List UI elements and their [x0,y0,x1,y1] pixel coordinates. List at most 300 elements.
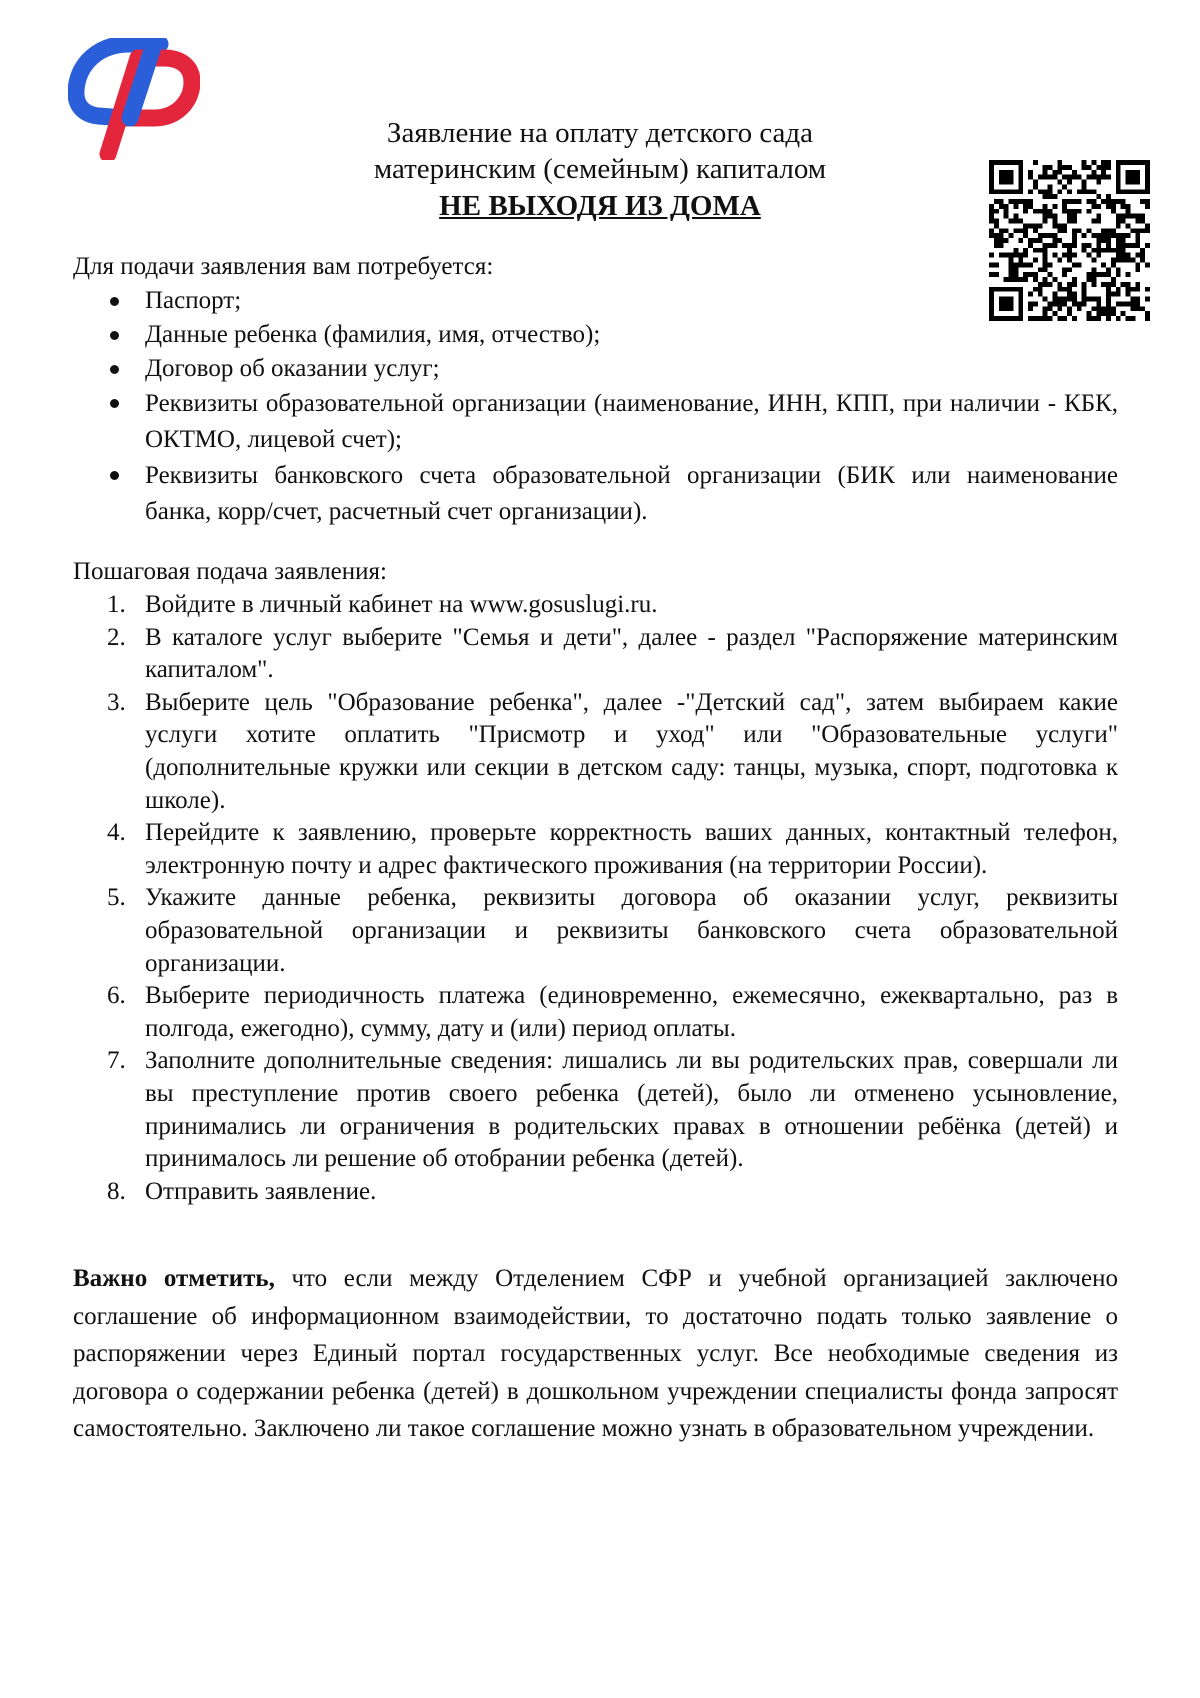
qr-module [1091,160,1096,165]
qr-module [1091,204,1096,209]
qr-module [1043,175,1048,180]
qr-module [1023,209,1028,214]
qr-module [1033,223,1038,228]
qr-module [1135,306,1140,311]
qr-module [1091,219,1096,224]
qr-module [1013,204,1018,209]
qr-module [1140,258,1145,263]
qr-module [1116,219,1121,224]
qr-module [989,233,994,238]
qr-module [1135,253,1140,258]
qr-module [1067,189,1072,194]
qr-module [1101,160,1106,165]
qr-module [1077,209,1082,214]
qr-module [1101,228,1106,233]
qr-module [1130,316,1135,321]
qr-module [1048,243,1053,248]
qr-module [994,238,999,243]
qr-module [1126,316,1131,321]
qr-module [1018,219,1023,224]
qr-module [1033,238,1038,243]
qr-module [1048,189,1053,194]
qr-module [999,204,1004,209]
step-item [73,1176,1118,1209]
qr-module [1052,214,1057,219]
step-text: Заполните дополнительные сведения: лишались ли вы родительских прав, совершали ли вы преступление против своего ребенка (детей), было ли отменено усыновление, принимались ли ограничения в родительских правах в отношении ребёнка (детей) и принималось ли решение об отобрании ребенка (детей). [145,1047,1118,1173]
qr-module [1126,301,1131,306]
qr-module [1062,204,1067,209]
qr-module [989,204,994,209]
qr-module [1121,253,1126,258]
qr-module [1009,199,1014,204]
qr-module [1018,228,1023,233]
qr-module [1004,204,1009,209]
qr-module [1082,189,1087,194]
qr-module [1052,238,1057,243]
qr-module [1135,297,1140,302]
qr-module [1140,228,1145,233]
qr-module [1004,228,1009,233]
qr-finder [989,160,994,194]
requirement-item: Паспорт; [73,284,1118,318]
step-text: Войдите в личный кабинет на www.gosuslugi.ru. [145,591,658,618]
qr-module [1052,219,1057,224]
step-item [73,589,1118,622]
qr-module [1130,258,1135,263]
qr-module [1052,175,1057,180]
qr-module [1116,233,1121,238]
step-item [73,1045,1118,1175]
qr-module [1126,253,1131,258]
step-item [73,817,1118,882]
qr-module [1028,175,1033,180]
qr-module [1106,160,1111,165]
qr-module [989,209,994,214]
qr-module [1106,199,1111,204]
qr-module [1043,219,1048,224]
qr-module [994,219,999,224]
qr-module [994,199,999,204]
qr-module [1023,223,1028,228]
qr-module [1106,194,1111,199]
qr-module [1077,228,1082,233]
qr-module [1082,184,1087,189]
qr-module [1052,223,1057,228]
qr-module [1009,233,1014,238]
qr-module [1009,219,1014,224]
qr-module [1057,238,1062,243]
qr-module [1121,204,1126,209]
qr-module [1126,204,1131,209]
qr-finder [1116,160,1121,194]
qr-module [1111,204,1116,209]
qr-module [1106,228,1111,233]
qr-module [1140,219,1145,224]
step-number: 2. [107,623,126,651]
step-item [73,882,1118,980]
qr-module [1096,204,1101,209]
qr-module [1126,287,1131,292]
qr-module [1043,170,1048,175]
qr-module [1082,180,1087,185]
qr-module [1096,243,1101,248]
qr-module [1096,165,1101,170]
qr-module [1096,194,1101,199]
qr-module [1116,238,1121,243]
qr-module [1087,243,1092,248]
qr-finder [989,189,1023,194]
qr-module [1072,214,1077,219]
qr-module [1087,165,1092,170]
step-text: Выберите цель "Образование ребенка", далее -"Детский сад", затем выбираем какие услуги хотите оплатить "Присмотр и уход" или "Образовательные услуги" (дополнительные кружки или секции в детском саду: танцы, музыка, спорт, подготовка к школе). [145,688,1118,814]
title-line-1: Заявление на оплату детского сада [386,117,814,149]
qr-module [1096,219,1101,224]
qr-module [1043,243,1048,248]
qr-module [1140,248,1145,253]
qr-module [1106,204,1111,209]
qr-module [1145,262,1150,267]
qr-module [1116,199,1121,204]
qr-module [1038,175,1043,180]
qr-module [1072,170,1077,175]
qr-module [1062,223,1067,228]
qr-module [989,214,994,219]
qr-module [1091,189,1096,194]
step-text: Выберите периодичность платежа (единовременно, ежемесячно, ежеквартально, раз в полгода, ежегодно), сумму, дату и (или) период оплаты. [145,982,1118,1042]
qr-module [1082,160,1087,165]
qr-module [1043,209,1048,214]
qr-module [1096,238,1101,243]
requirement-item: Реквизиты банковского счета образовательной организации (БИК или наименование банка, корр/счет, расчетный счет организации). [73,458,1118,530]
step-number: 3. [107,688,126,716]
requirement-item: Договор об оказании услуг; [73,352,1118,386]
qr-finder [1145,160,1150,194]
qr-module [1145,316,1150,321]
qr-module [1135,238,1140,243]
qr-module [1062,184,1067,189]
qr-finder [1018,160,1023,194]
qr-module [1101,199,1106,204]
step-text: В каталоге услуг выберите "Семья и дети", далее - раздел "Распоряжение материнским капиталом". [145,623,1118,684]
step-number: 8. [107,1177,126,1205]
qr-module [1018,199,1023,204]
qr-module [1087,175,1092,180]
qr-module [1082,165,1087,170]
steps-title: Пошаговая подача заявления: [73,558,387,585]
qr-module [1082,233,1087,238]
steps-list [73,589,1118,1208]
qr-module [1101,233,1106,238]
qr-module [1121,233,1126,238]
qr-module [1145,287,1150,292]
qr-finder [989,160,1023,165]
qr-module [1013,214,1018,219]
qr-module [1013,228,1018,233]
qr-finder [1116,189,1150,194]
step-number: 7. [107,1047,126,1075]
qr-module [1096,180,1101,185]
qr-module [1135,287,1140,292]
qr-module [1126,223,1131,228]
qr-module [1028,170,1033,175]
qr-module [1077,175,1082,180]
qr-module [1067,165,1072,170]
qr-module [1067,219,1072,224]
qr-module [1101,238,1106,243]
requirements-list [73,284,1118,530]
step-item [73,622,1118,687]
qr-module [1106,165,1111,170]
qr-module [1126,243,1131,248]
qr-module [1052,233,1057,238]
qr-module [1126,292,1131,297]
qr-module [1057,160,1062,165]
qr-module [1121,282,1126,287]
qr-module [1072,209,1077,214]
qr-module [1062,243,1067,248]
qr-module [1126,209,1131,214]
title-emphasis: НЕ ВЫХОДЯ ИЗ ДОМА [439,190,761,222]
qr-module [1087,199,1092,204]
qr-module [1033,184,1038,189]
qr-module [1126,282,1131,287]
qr-module [1072,233,1077,238]
qr-module [1077,199,1082,204]
qr-module [1013,199,1018,204]
qr-module [994,223,999,228]
qr-module [1043,204,1048,209]
qr-module [1043,194,1048,199]
qr-module [1106,175,1111,180]
step-number: 1. [107,591,126,618]
qr-module [1116,214,1121,219]
qr-module [1145,204,1150,209]
qr-module [1111,199,1116,204]
important-text: что если между Отделением СФР и учебной организацией заключено соглашение об информационном взаимодействии, то достаточно подать только заявление о распоряжении через Единый портал государственных услуг. Все необходимые сведения из договора о содержании ребенка (детей) в дошкольном учреждении специалисты фонда запросят самостоятельно. Заключено ли такое соглашение можно узнать в образовательном учреждении. [73,1265,1119,1443]
step-item [73,687,1118,817]
qr-module [1038,223,1043,228]
qr-module [1135,301,1140,306]
qr-module [1087,189,1092,194]
qr-module [1111,233,1116,238]
qr-module [1135,267,1140,272]
qr-module [1038,233,1043,238]
qr-module [1062,199,1067,204]
qr-module [1028,223,1033,228]
qr-module [1111,228,1116,233]
qr-module [1057,189,1062,194]
qr-module [994,243,999,248]
qr-module [1140,306,1145,311]
qr-module [1033,209,1038,214]
qr-module [1052,243,1057,248]
qr-module [1121,238,1126,243]
qr-module [1135,219,1140,224]
qr-finder [1116,160,1150,165]
qr-module [1121,219,1126,224]
qr-module [1067,243,1072,248]
qr-module [1048,194,1053,199]
qr-module [989,219,994,224]
qr-module [1087,209,1092,214]
qr-module [1033,180,1038,185]
qr-module [1067,175,1072,180]
requirement-item: Реквизиты образовательной организации (наименование, ИНН, КПП, при наличии - КБК, ОКТМО, лицевой счет); [73,386,1118,458]
qr-module [1023,228,1028,233]
sfr-logo [68,38,200,160]
qr-module [1096,214,1101,219]
qr-module [1048,209,1053,214]
qr-module [1028,243,1033,248]
qr-module [1135,228,1140,233]
qr-module [1091,175,1096,180]
qr-module [1052,204,1057,209]
qr-module [1135,262,1140,267]
qr-module [1135,214,1140,219]
qr-module [1145,243,1150,248]
qr-finder [999,170,1014,185]
qr-module [1091,233,1096,238]
qr-module [1018,238,1023,243]
title-line-2: материнским (семейным) капиталом [373,153,827,185]
qr-module [1028,189,1033,194]
qr-module [1145,311,1150,316]
step-number: 6. [107,982,126,1010]
qr-module [1135,243,1140,248]
qr-module [1057,165,1062,170]
step-text: Укажите данные ребенка, реквизиты договора об оказании услуг, реквизиты образовательной организации и реквизиты банковского счета образовательной организации. [145,884,1118,977]
qr-module [1033,160,1038,165]
qr-module [994,233,999,238]
step-number: 5. [107,884,126,912]
qr-module [1033,228,1038,233]
qr-module [1096,233,1101,238]
qr-module [1048,165,1053,170]
qr-module [1004,214,1009,219]
qr-module [1077,189,1082,194]
requirement-item: Данные ребенка (фамилия, имя, отчество); [73,318,1118,352]
qr-module [999,233,1004,238]
qr-module [1072,238,1077,243]
qr-module [1130,228,1135,233]
qr-module [999,199,1004,204]
qr-module [1096,175,1101,180]
qr-finder [1126,170,1141,185]
qr-module [1057,170,1062,175]
qr-module [1072,199,1077,204]
qr-module [1121,311,1126,316]
qr-module [1038,238,1043,243]
qr-module [1062,165,1067,170]
qr-module [1101,170,1106,175]
qr-module [989,228,994,233]
qr-module [1140,199,1145,204]
qr-module [1072,175,1077,180]
qr-module [1101,165,1106,170]
qr-module [1106,238,1111,243]
step-number: 4. [107,819,126,847]
qr-module [1082,243,1087,248]
qr-module [1043,233,1048,238]
qr-module [1067,214,1072,219]
step-text: Перейдите к заявлению, проверьте корректность ваших данных, контактный телефон, электронную почту и адрес фактического проживания (на территории России). [145,819,1118,879]
qr-module [1067,209,1072,214]
qr-module [1121,248,1126,253]
qr-module [1130,301,1135,306]
qr-module [1126,233,1131,238]
qr-module [1145,199,1150,204]
qr-module [1130,214,1135,219]
qr-module [1048,184,1053,189]
qr-module [1130,306,1135,311]
qr-module [1004,238,1009,243]
qr-module [1072,243,1077,248]
qr-module [1038,209,1043,214]
qr-module [994,209,999,214]
qr-module [999,243,1004,248]
qr-module [1140,253,1145,258]
qr-module [1067,180,1072,185]
qr-module [1057,228,1062,233]
step-item [73,980,1118,1045]
qr-module [1121,301,1126,306]
qr-module [1023,233,1028,238]
qr-module [1043,189,1048,194]
qr-module [1145,297,1150,302]
qr-module [1135,282,1140,287]
qr-module [1121,214,1126,219]
qr-module [1052,194,1057,199]
qr-module [1023,204,1028,209]
qr-module [1038,189,1043,194]
step-text: Отправить заявление. [145,1177,377,1205]
qr-module [1126,272,1131,277]
title-block [300,115,900,225]
qr-module [1111,209,1116,214]
qr-module [1072,219,1077,224]
qr-module [1057,180,1062,185]
qr-module [1057,223,1062,228]
qr-module [1067,199,1072,204]
qr-module [1130,243,1135,248]
qr-module [1145,228,1150,233]
document-body [73,250,1118,1448]
qr-module [999,238,1004,243]
qr-module [1116,243,1121,248]
qr-module [1048,233,1053,238]
qr-module [1028,238,1033,243]
qr-module [1091,199,1096,204]
qr-module [999,228,1004,233]
qr-module [1062,209,1067,214]
qr-module [1028,204,1033,209]
requirements-lead: Для подачи заявления вам потребуется: [73,253,494,280]
qr-module [1062,228,1067,233]
qr-module [1087,228,1092,233]
qr-module [1023,199,1028,204]
qr-module [1101,175,1106,180]
qr-module [1135,233,1140,238]
qr-module [1121,199,1126,204]
qr-module [1130,287,1135,292]
qr-module [1013,219,1018,224]
qr-module [1106,233,1111,238]
qr-module [1145,223,1150,228]
qr-module [1091,170,1096,175]
qr-module [1121,258,1126,263]
qr-module [1126,214,1131,219]
qr-module [1121,243,1126,248]
